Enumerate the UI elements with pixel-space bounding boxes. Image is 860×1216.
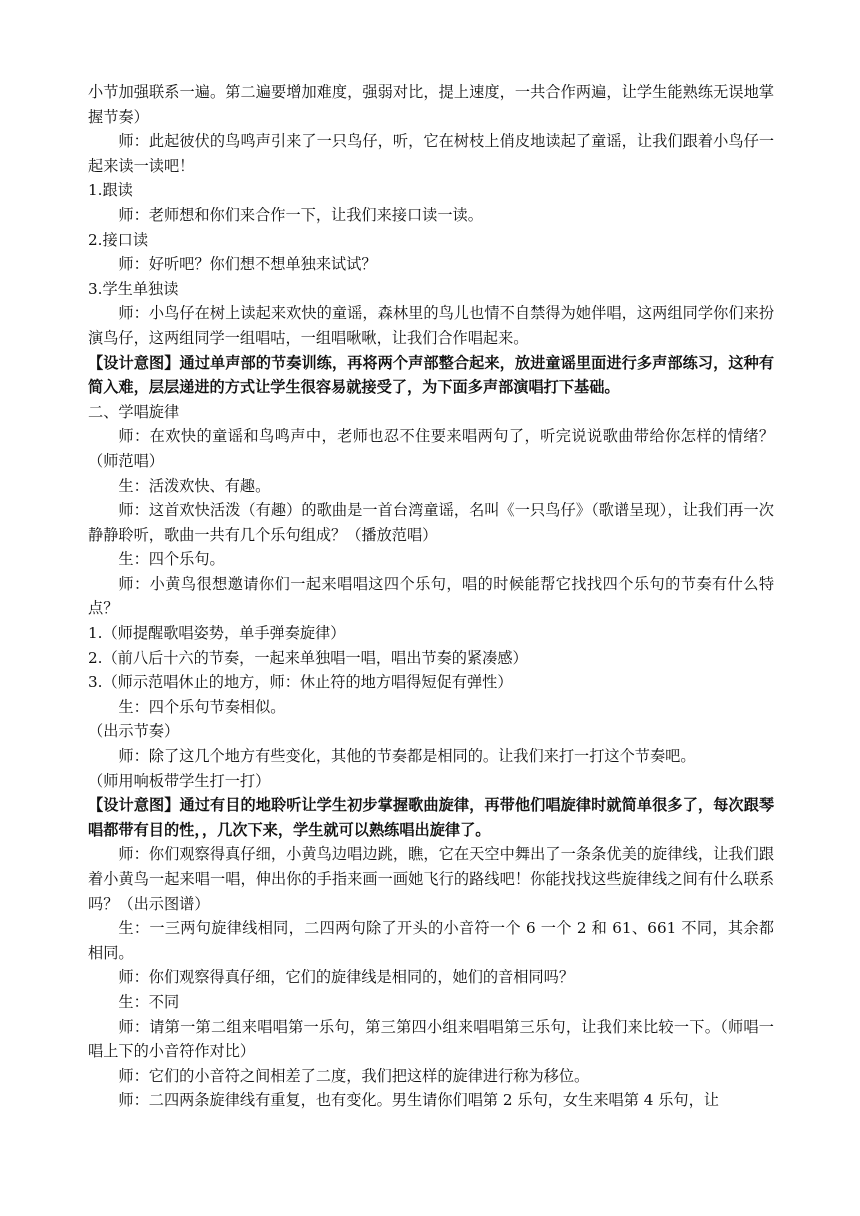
paragraph: 师：小鸟仔在树上读起来欢快的童谣，森林里的鸟儿也情不自禁得为她伴唱，这两组同学你们来扮演鸟仔，这两组同学一组唱咕，一组唱啾啾，让我们合作唱起来。: [88, 304, 774, 347]
paragraph: 小节加强联系一遍。第二遍要增加难度，强弱对比，提上速度，一共合作两遍，让学生能熟练无误地掌握节奏）: [88, 83, 774, 126]
paragraph: 3.（师示范唱休止的地方，师：休止符的地方唱得短促有弹性）: [88, 673, 513, 692]
paragraph: 师：小黄鸟很想邀请你们一起来唱唱这四个乐句，唱的时候能帮它找找四个乐句的节奏有什么特点？: [88, 574, 774, 618]
paragraph: 师：在欢快的童谣和鸟鸣声中，老师也忍不住要来唱两句了，听完说说歌曲带给你怎样的情绪？（师范唱）: [88, 427, 774, 470]
design-intent-paragraph: 【设计意图】通过有目的地聆听让学生初步掌握歌曲旋律，再带他们唱旋律时就简单很多了，每次跟琴唱都带有目的性，，几次下来，学生就可以熟练唱出旋律了。: [88, 796, 774, 839]
paragraph: 师：你们观察得真仔细，它们的旋律线是相同的，她们的音相同吗？: [118, 968, 575, 987]
paragraph: 生：四个乐句。: [118, 550, 225, 569]
paragraph: 生：一三两句旋律线相同，二四两句除了开头的小音符一个 6 一个 2 和 61、661 不同，其余都相同。: [88, 919, 774, 962]
paragraph: 师：你们观察得真仔细，小黄鸟边唱边跳，瞧，它在天空中舞出了一条条优美的旋律线，让我们跟着小黄鸟一起来唱一唱，伸出你的手指来画一画她飞行的路线吧！你能找找这些旋律线之间有什么联系吗？（出示图谱）: [88, 845, 774, 913]
paragraph: 师：老师想和你们来合作一下，让我们来接口读一读。: [118, 205, 483, 224]
paragraph: 生：活泼欢快、有趣。: [118, 476, 271, 495]
paragraph: 生：不同: [118, 992, 180, 1011]
paragraph: 2.接口读: [88, 230, 149, 249]
paragraph: 1.（师提醒歌唱姿势，单手弹奏旋律）: [88, 624, 346, 643]
paragraph: 师：请第一第二组来唱唱第一乐句，第三第四小组来唱唱第三乐句，让我们来比较一下。（师唱一唱上下的小音符作对比）: [88, 1017, 774, 1061]
paragraph: 3.学生单独读: [88, 279, 179, 298]
paragraph: 生：四个乐句节奏相似。: [118, 697, 286, 716]
paragraph: 师：好听吧？你们想不想单独来试试？: [118, 255, 377, 274]
paragraph: 师：除了这几个地方有些变化，其他的节奏都是相同的。让我们来打一打这个节奏吧。: [118, 747, 696, 766]
design-intent-paragraph: 【设计意图】通过单声部的节奏训练，再将两个声部整合起来，放进童谣里面进行多声部练习，这种有简入难，层层递进的方式让学生很容易就接受了，为下面多声部演唱打下基础。: [88, 353, 774, 397]
paragraph: 二、学唱旋律: [88, 402, 180, 421]
paragraph: 师：这首欢快活泼（有趣）的歌曲是一首台湾童谣，名叫《一只鸟仔》（歌谱呈现），让我们再一次静静聆听，歌曲一共有几个乐句组成？（播放范唱）: [88, 501, 774, 544]
paragraph: 2.（前八后十六的节奏，一起来单独唱一唱，唱出节奏的紧凑感）: [88, 648, 528, 667]
paragraph: （出示节奏）: [88, 722, 180, 741]
paragraph: 师：它们的小音符之间相差了二度，我们把这样的旋律进行称为移位。: [118, 1066, 590, 1085]
paragraph: 师：二四两条旋律线有重复，也有变化。男生请你们唱第 2 乐句，女生来唱第 4 乐句，让: [118, 1091, 719, 1110]
paragraph: 1.跟读: [88, 181, 133, 200]
paragraph: 师：此起彼伏的鸟鸣声引来了一只鸟仔，听，它在树枝上俏皮地读起了童谣，让我们跟着小鸟仔一起来读一读吧！: [88, 132, 774, 175]
document-body: [88, 80, 774, 1113]
paragraph: （师用响板带学生打一打）: [88, 771, 271, 790]
